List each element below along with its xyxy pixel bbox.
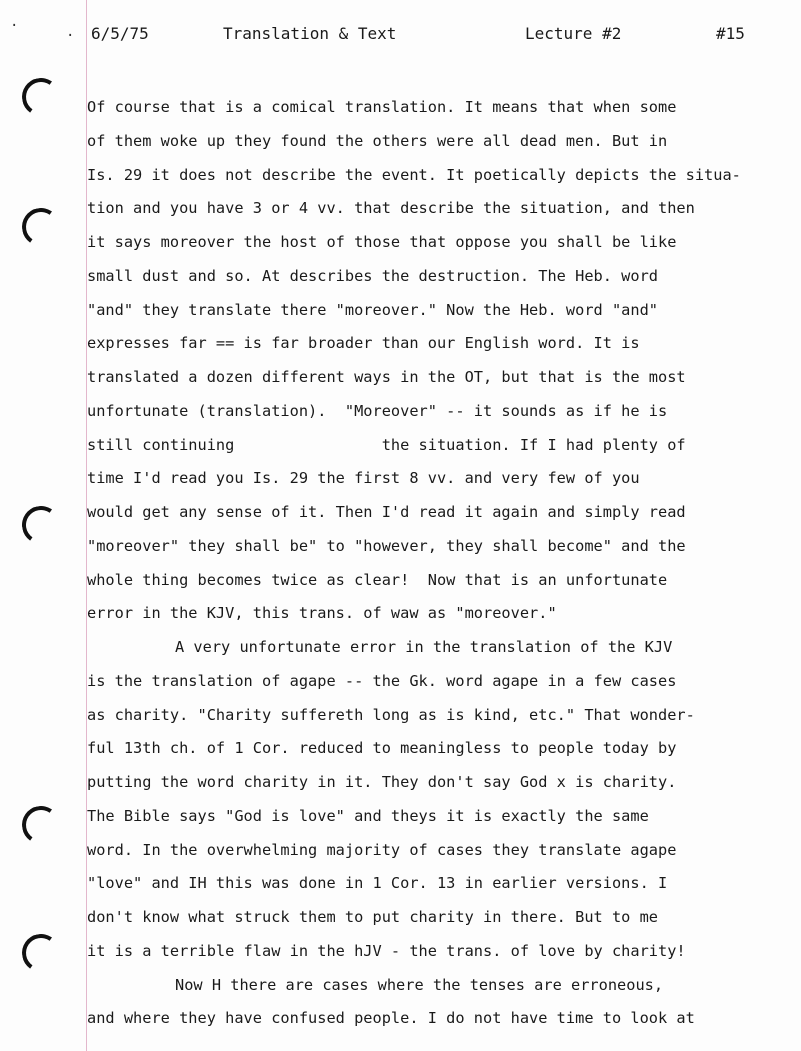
text-line: error in the KJV, this trans. of waw as "moreover." bbox=[87, 604, 557, 623]
punch-hole bbox=[19, 803, 63, 847]
text-line: "and" they translate there "moreover." Now the Heb. word "and" bbox=[87, 300, 658, 319]
text-line: putting the word charity in it. They don't say God x is charity. bbox=[87, 773, 677, 791]
page-header bbox=[0, 24, 801, 48]
text-line: "moreover" they shall be" to "however, they shall become" and the bbox=[87, 536, 686, 555]
text-line: ful 13th ch. of 1 Cor. reduced to meaningless to people today by bbox=[87, 739, 677, 758]
text-line: translated a dozen different ways in the OT, but that is the most bbox=[87, 368, 686, 386]
text-line: Of course that is a comical translation. It means that when some bbox=[87, 98, 677, 116]
text-line: unfortunate (translation). "Moreover" -- it sounds as if he is bbox=[87, 401, 668, 420]
text-line: and where they have confused people. I do not have time to look at bbox=[87, 1009, 695, 1028]
text-line: don't know what struck them to put charity in there. But to me bbox=[87, 908, 658, 926]
header-page-number: #15 bbox=[716, 24, 745, 43]
punch-hole bbox=[19, 503, 63, 547]
paragraph bbox=[87, 631, 787, 969]
punch-hole bbox=[19, 75, 63, 119]
punch-hole bbox=[19, 931, 63, 975]
text-line: The Bible says "God is love" and theys it is exactly the same bbox=[87, 806, 649, 825]
header-lecture: Lecture #2 bbox=[525, 24, 622, 43]
text-line: time I'd read you Is. 29 the first 8 vv. and very few of you bbox=[87, 469, 640, 488]
text-line: word. In the overwhelming majority of cases they translate agape bbox=[87, 840, 677, 859]
text-line: A very unfortunate error in the translation of the KJV bbox=[175, 638, 673, 656]
text-line: it says moreover the host of those that oppose you shall be like bbox=[87, 233, 677, 251]
stray-mark: · bbox=[66, 28, 75, 44]
text-line: small dust and so. At describes the destruction. The Heb. word bbox=[87, 266, 658, 285]
stray-mark: · bbox=[10, 18, 19, 34]
text-line: as charity. "Charity suffereth long as is kind, etc." That wonder- bbox=[87, 705, 695, 724]
text-line: of them woke up they found the others were all dead men. But in bbox=[87, 131, 668, 150]
text-line: tion and you have 3 or 4 vv. that describe the situation, and then bbox=[87, 199, 695, 218]
header-date: 6/5/75 bbox=[91, 24, 149, 43]
text-line: Is. 29 it does not describe the event. It poetically depicts the situa- bbox=[87, 165, 741, 184]
text-line: is the translation of agape -- the Gk. word agape in a few cases bbox=[87, 671, 677, 690]
text-line: whole thing becomes twice as clear! Now that is an unfortunate bbox=[87, 570, 668, 589]
text-line: expresses far == is far broader than our English word. It is bbox=[87, 334, 640, 353]
text-line: Now H there are cases where the tenses are erroneous, bbox=[175, 975, 664, 994]
paragraph bbox=[87, 969, 787, 1037]
text-line: would get any sense of it. Then I'd read it again and simply read bbox=[87, 503, 686, 521]
text-line: still continuing the situation. If I had plenty of bbox=[87, 435, 686, 454]
punch-hole bbox=[19, 205, 63, 249]
text-line: "love" and IH this was done in 1 Cor. 13 in earlier versions. I bbox=[87, 874, 668, 893]
text-line: it is a terrible flaw in the hJV - the trans. of love by charity! bbox=[87, 941, 686, 960]
header-title: Translation & Text bbox=[223, 24, 397, 43]
paragraph bbox=[87, 91, 787, 631]
body-text bbox=[87, 91, 787, 1036]
